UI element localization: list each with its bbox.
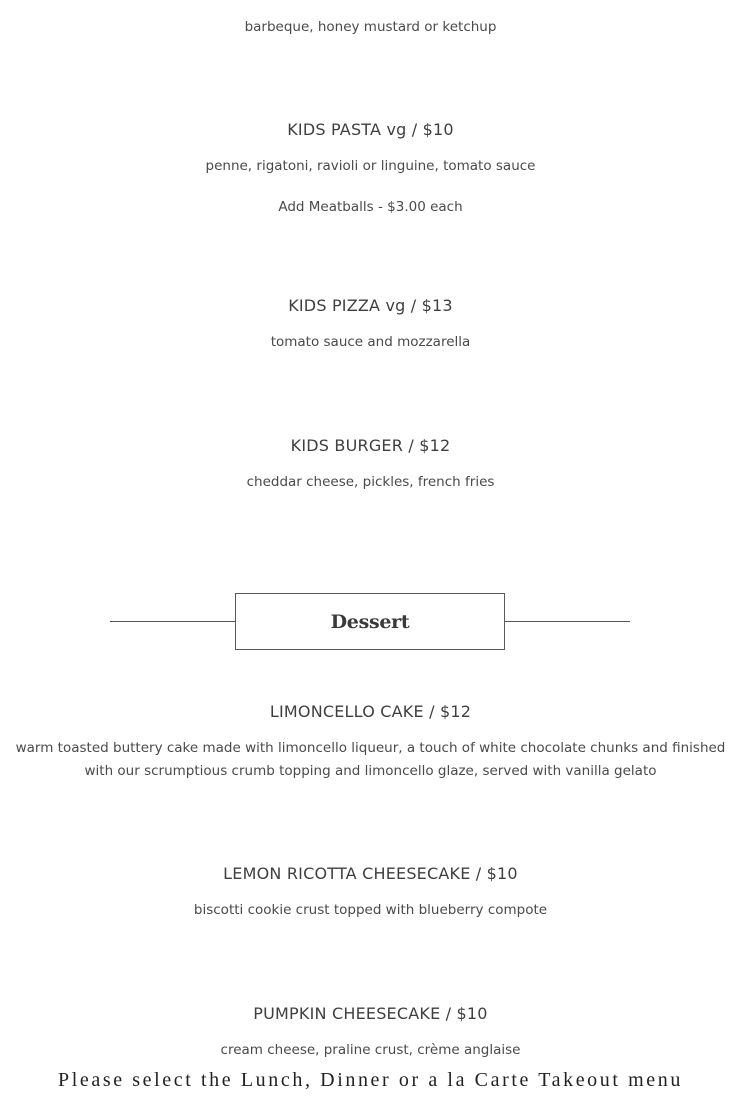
menu-item-description: penne, rigatoni, ravioli or linguine, tomato sauce	[205, 158, 536, 174]
menu-item-title-kids-pasta: KIDS PASTA vg / $10	[287, 120, 454, 139]
section-divider-right	[505, 621, 630, 622]
menu-item-title-pumpkin-cheesecake: PUMPKIN CHEESECAKE / $10	[253, 1004, 488, 1023]
menu-item-description: tomato sauce and mozzarella	[270, 334, 471, 350]
menu-item-description-line: with our scrumptious crumb topping and limoncello glaze, served with vanilla gelato	[84, 763, 657, 779]
menu-item-description: barbeque, honey mustard or ketchup	[244, 19, 497, 35]
menu-item-description: cream cheese, praline crust, crème anglaise	[220, 1042, 521, 1058]
menu-item-title-limoncello-cake: LIMONCELLO CAKE / $12	[269, 702, 472, 721]
menu-item-title-lemon-ricotta-cheesecake: LEMON RICOTTA CHEESECAKE / $10	[223, 864, 518, 883]
menu-item-description: cheddar cheese, pickles, french fries	[246, 474, 495, 490]
menu-item-description: biscotti cookie crust topped with blueberry compote	[193, 902, 548, 918]
menu-item-title-kids-burger: KIDS BURGER / $12	[290, 436, 451, 455]
takeout-menu-prompt[interactable]: Please select the Lunch, Dinner or a la Carte Takeout menu	[58, 1069, 683, 1091]
menu-item-title-kids-pizza: KIDS PIZZA vg / $13	[288, 296, 453, 315]
section-header-dessert	[235, 593, 505, 650]
section-title: Dessert	[330, 610, 410, 633]
section-divider-left	[110, 621, 235, 622]
menu-item-addon: Add Meatballs - $3.00 each	[278, 199, 463, 215]
menu-item-description-line: warm toasted buttery cake made with limoncello liqueur, a touch of white chocolate chunks and finished	[15, 740, 726, 756]
